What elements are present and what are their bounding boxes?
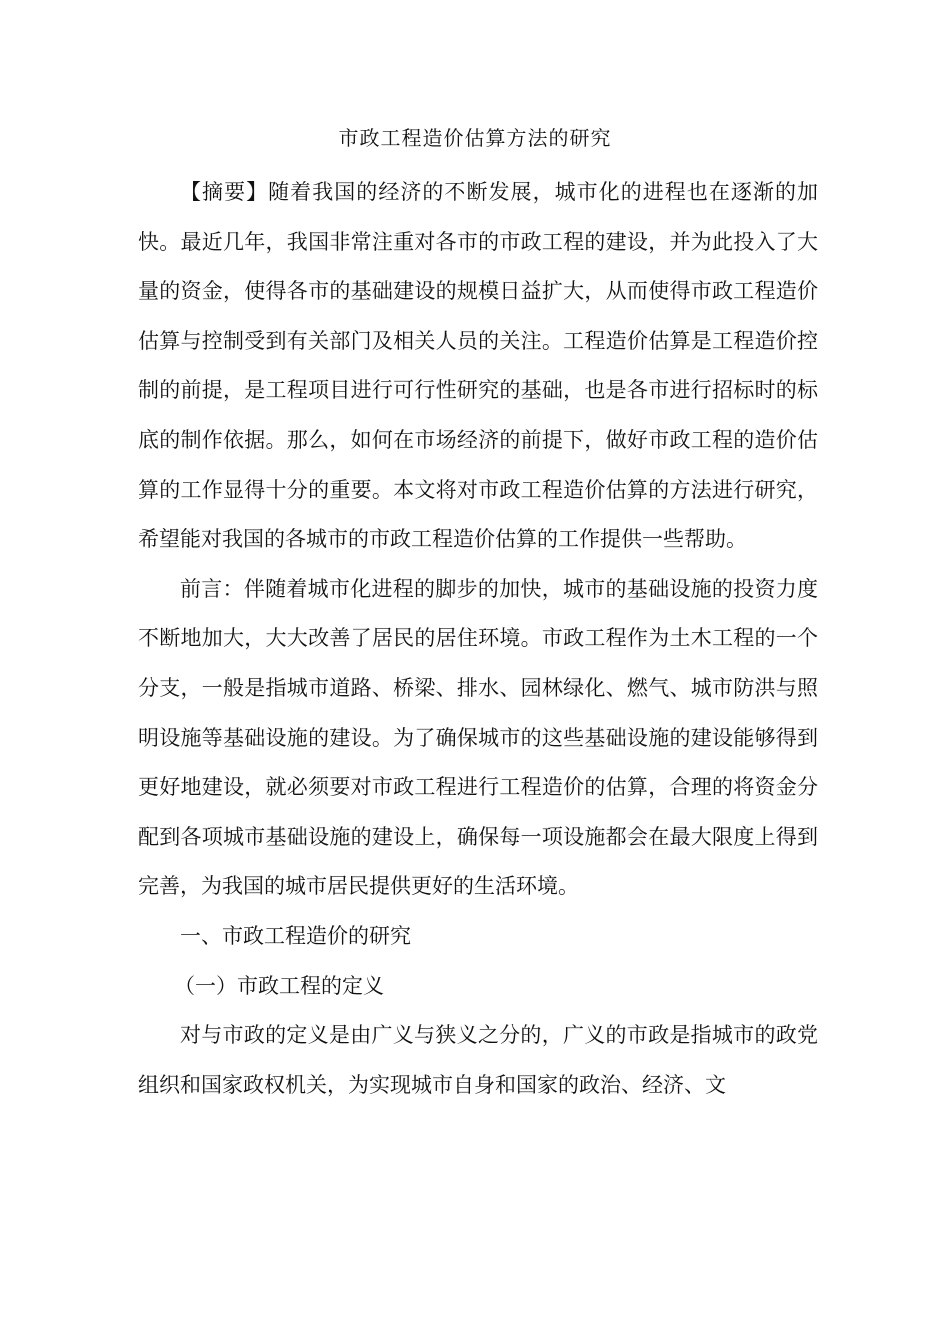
preface-paragraph: 前言：伴随着城市化进程的脚步的加快，城市的基础设施的投资力度不断地加大，大大改善了居民的居住环境。市政工程作为土木工程的一个分支，一般是指城市道路、桥梁、排水、园林绿化、燃气、城市防洪与照明设施等基础设施的建设。为了确保城市的这些基础设施的建设能够得到更好地建设，就必须要对市政工程进行工程造价的估算，合理的将资金分配到各项城市基础设施的建设上，确保每一项设施都会在最大限度上得到完善，为我国的城市居民提供更好的生活环境。 bbox=[138, 576, 818, 899]
definition-paragraph: 对与市政的定义是由广义与狭义之分的，广义的市政是指城市的政党组织和国家政权机关，为实现城市自身和国家的政治、经济、文 bbox=[138, 1023, 818, 1097]
subsection-heading: （一）市政工程的定义 bbox=[174, 973, 384, 998]
section-heading: 一、市政工程造价的研究 bbox=[180, 923, 411, 948]
abstract-paragraph: 【摘要】随着我国的经济的不断发展，城市化的进程也在逐渐的加快。最近几年，我国非常注重对各市的市政工程的建设，并为此投入了大量的资金，使得各市的基础建设的规模日益扩大，从而使得市政工程造价估算与控制受到有关部门及相关人员的关注。工程造价估算是工程造价控制的前提，是工程项目进行可行性研究的基础，也是各市进行招标时的标底的制作依据。那么，如何在市场经济的前提下，做好市政工程的造价估算的工作显得十分的重要。本文将对市政工程造价估算的方法进行研究，希望能对我国的各城市的市政工程造价估算的工作提供一些帮助。 bbox=[138, 180, 818, 552]
document-body bbox=[138, 168, 818, 1110]
document-title: 市政工程造价估算方法的研究 bbox=[338, 126, 612, 150]
